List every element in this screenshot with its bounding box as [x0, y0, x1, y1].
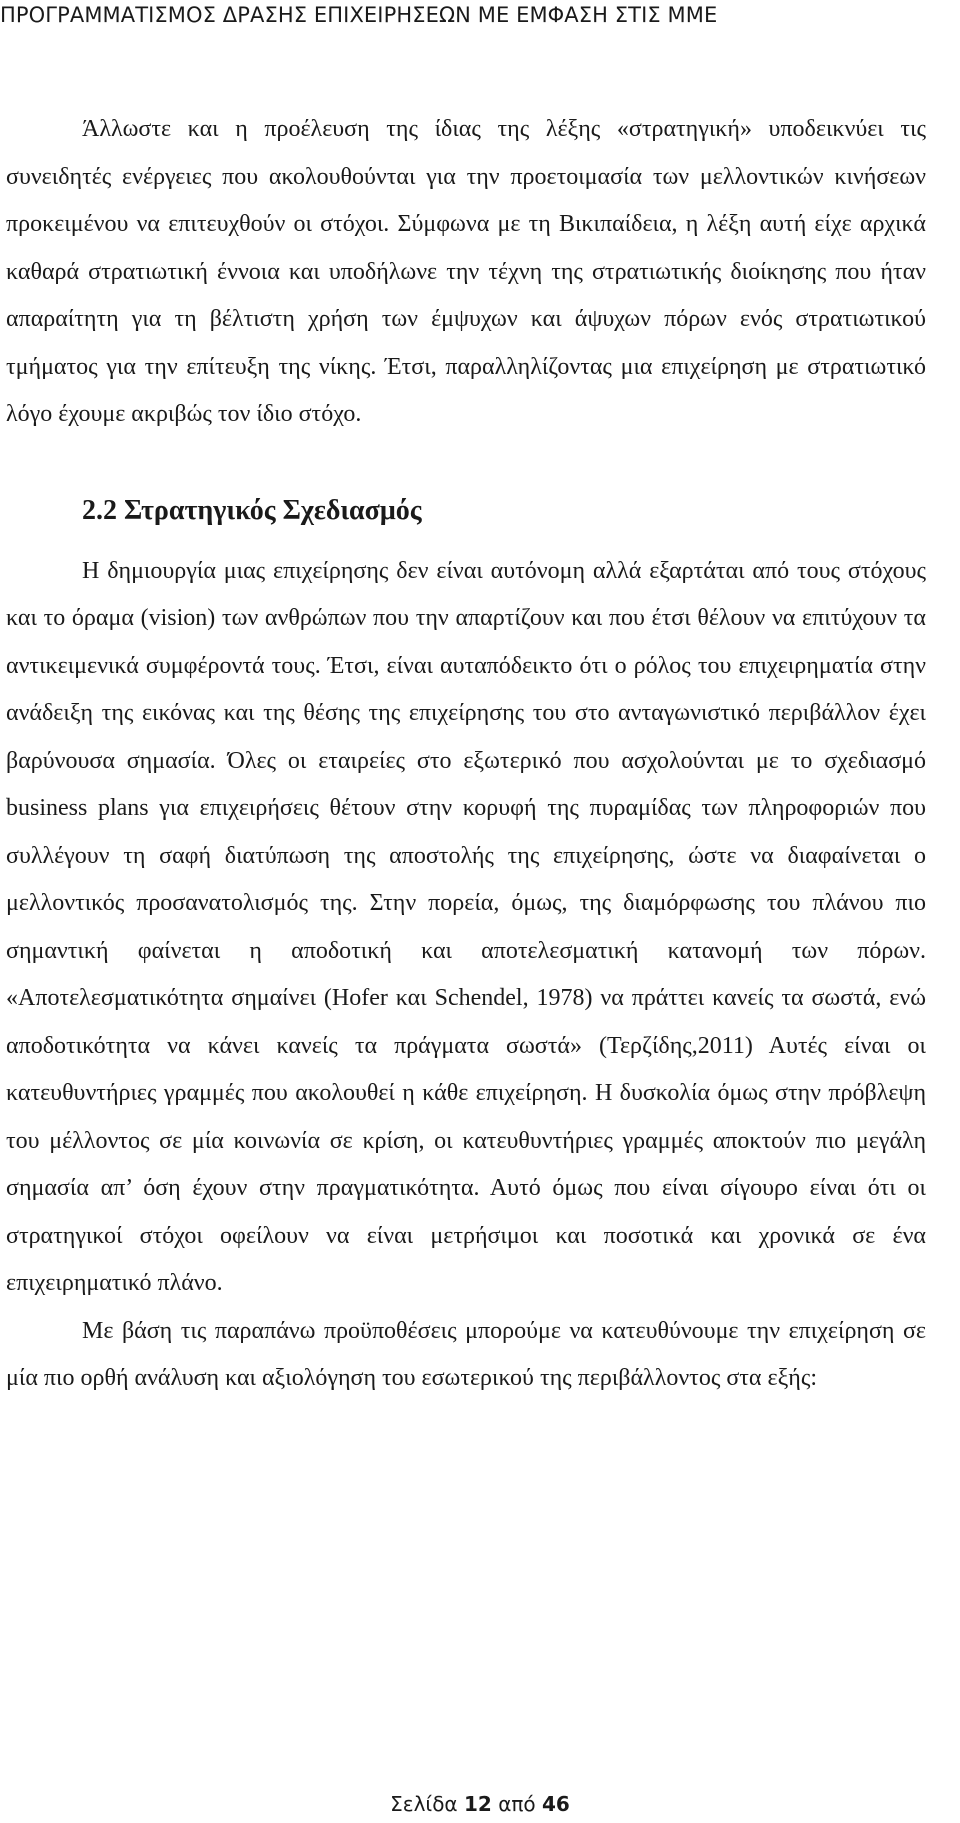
of-word: από	[498, 1792, 536, 1816]
running-header: ΠΡΟΓΡΑΜΜΑΤΙΣΜΟΣ ΔΡΑΣΗΣ ΕΠΙΧΕΙΡΗΣΕΩΝ ΜΕ ΕΜΦΑΣΗ ΣΤΙΣ ΜΜΕ	[0, 3, 718, 27]
section-paragraph: Η δημιουργία μιας επιχείρησης δεν είναι αυτόνομη αλλά εξαρτάται από τους στόχους και το όραμα (vision) των ανθρώπων που την απαρτίζουν και που έτσι θέλουν να επιτύχουν τα αντικειμενικά συμφέροντά τους. Έτσι, είναι αυταπόδεικτο ότι ο ρόλος του επιχειρηματία στην ανάδειξη της εικόνας και της θέσης της επιχείρησης του στο ανταγωνιστικό περιβάλλον έχει βαρύνουσα σημασία. Όλες οι εταιρείες στο εξωτερικό που ασχολούνται με το σχεδιασμό business plans για επιχειρήσεις θέτουν στην κορυφή της πυραμίδας των πληροφοριών που συλλέγουν τη σαφή διατύπωση της αποστολής της επιχείρησης, ώστε να διαφαίνεται ο μελλοντικός προσανατολισμός της. Στην πορεία, όμως, της διαμόρφωσης του πλάνου πιο σημαντική φαίνεται η αποδοτική και αποτελεσματική κατανομή των πόρων. «Αποτελεσματικότητα σημαίνει (Hofer και Schendel, 1978) να πράττει κανείς τα σωστά, ενώ αποδοτικότητα να κάνει κανείς τα πράγματα σωστά» (Τερζίδης,2011) Αυτές είναι οι κατευθυντήριες γραμμές που ακολουθεί η κάθε επιχείρηση. Η δυσκολία όμως στην πρόβλεψη του μέλλοντος σε μία κοινωνία σε κρίση, οι κατευθυντήριες γραμμές αποκτούν πιο μεγάλη σημασία απ’ όση έχουν στην πραγματικότητα. Αυτό όμως που είναι σίγουρο είναι ότι οι στρατηγικοί στόχοι οφείλουν να είναι μετρήσιμοι και ποσοτικά και χρονικά σε ένα επιχειρηματικό πλάνο.	[6, 557, 926, 1296]
page-word: Σελίδα	[390, 1792, 458, 1816]
page-body	[6, 106, 926, 1403]
section-heading: 2.2 Στρατηγικός Σχεδιασμός	[82, 494, 422, 526]
page-footer	[0, 1790, 960, 1818]
total-pages-number: 46	[542, 1792, 570, 1816]
current-page-number: 12	[463, 1792, 492, 1816]
intro-paragraph: Άλλωστε και η προέλευση της ίδιας της λέξης «στρατηγική» υποδεικνύει τις συνειδητές ενέργειες που ακολουθούνται για την προετοιμασία των μελλοντικών κινήσεων προκειμένου να επιτευχθούν οι στόχοι. Σύμφωνα με τη Βικιπαίδεια, η λέξη αυτή είχε αρχικά καθαρά στρατιωτική έννοια και υποδήλωνε την τέχνη της στρατιωτικής διοίκησης που ήταν απαραίτητη για τη βέλτιστη χρήση των έμψυχων και άψυχων πόρων ενός στρατιωτικού τμήματος για την επίτευξη της νίκης. Έτσι, παραλληλίζοντας μια επιχείρηση με στρατιωτικό λόγο έχουμε ακριβώς τον ίδιο στόχο.	[6, 116, 926, 427]
section-paragraph: Με βάση τις παραπάνω προϋποθέσεις μπορούμε να κατευθύνουμε την επιχείρηση σε μία πιο ορθή ανάλυση και αξιολόγηση του εσωτερικού της περιβάλλοντος στα εξής:	[6, 1317, 926, 1391]
